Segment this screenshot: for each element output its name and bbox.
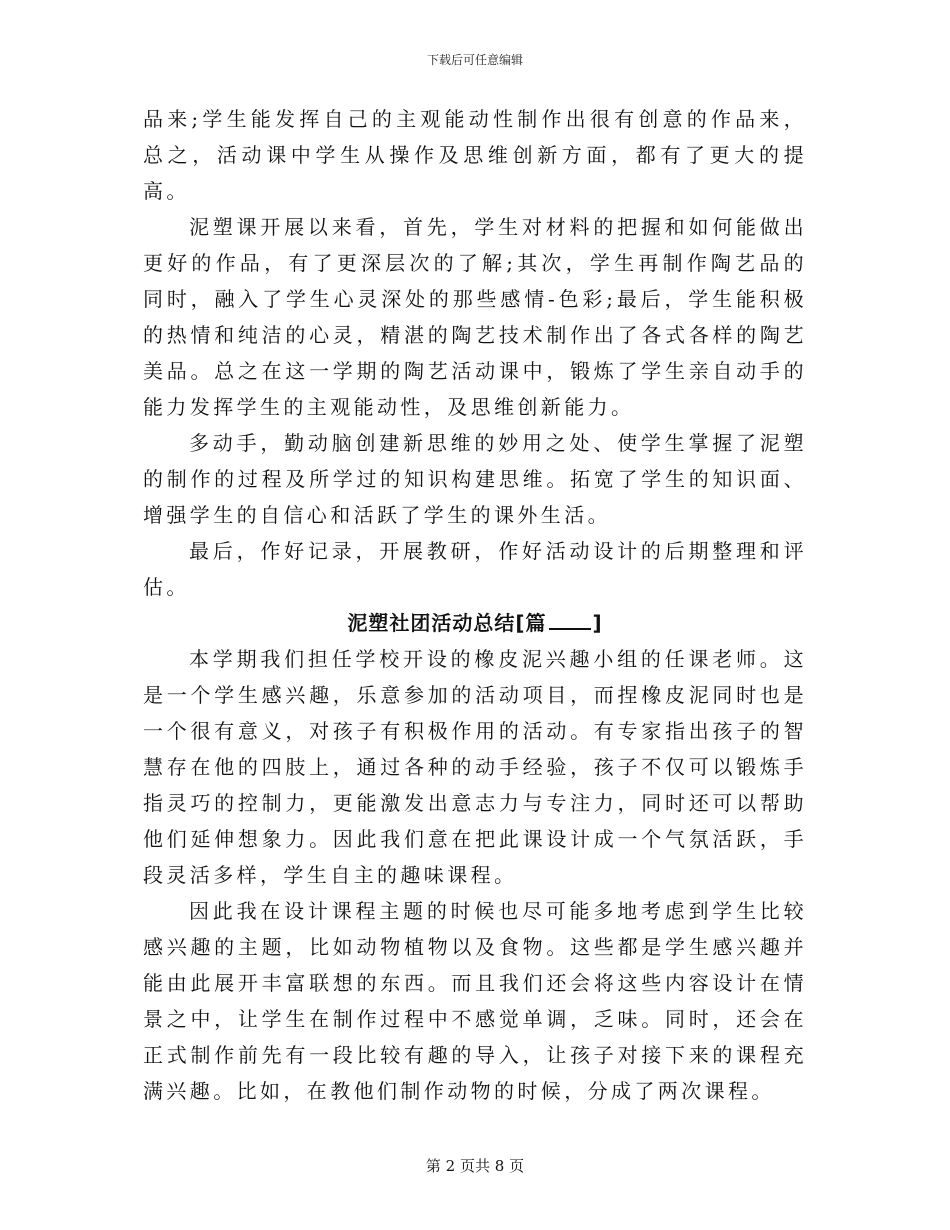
paragraph-hands-on: 多动手，勤动脑创建新思维的妙用之处、使学生掌握了泥塑的制作的过程及所学过的知识构建思维。拓宽了学生的知识面、增强学生的自信心和活跃了学生的课外生活。: [143, 431, 807, 527]
section-title: [143, 605, 807, 641]
paragraph-continued: 品来;学生能发挥自己的主观能动性制作出很有创意的作品来，总之，活动课中学生从操作及思维创新方面，都有了更大的提高。: [143, 107, 807, 203]
paragraph-semester-intro: 本学期我们担任学校开设的橡皮泥兴趣小组的任课老师。这是一个学生感兴趣，乐意参加的活动项目，而捏橡皮泥同时也是一个很有意义，对孩子有积极作用的活动。有专家指出孩子的智慧存在他的四肢上，通过各种的动手经验，孩子不仅可以锻炼手指灵巧的控制力，更能激发出意志力与专注力，同时还可以帮助他们延伸想象力。因此我们意在把此课设计成一个气氛活跃，手段灵活多样，学生自主的趣味课程。: [143, 647, 807, 887]
page-number: 第 2 页共 8 页: [425, 1157, 525, 1175]
section-title-suffix: ]: [592, 611, 603, 635]
paragraph-clay-course: 泥塑课开展以来看，首先，学生对材料的把握和如何能做出更好的作品，有了更深层次的了解;其次，学生再制作陶艺品的同时，融入了学生心灵深处的那些感情-色彩;最后，学生能积极的热情和纯洁的心灵，精湛的陶艺技术制作出了各式各样的陶艺美品。总之在这一学期的陶艺活动课中，锻炼了学生亲自动手的能力发挥学生的主观能动性，及思维创新能力。: [143, 215, 807, 419]
section-title-blank: [549, 610, 591, 630]
section-title-prefix: 泥塑社团活动总结[篇: [347, 611, 547, 635]
paragraph-course-design: 因此我在设计课程主题的时候也尽可能多地考虑到学生比较感兴趣的主题，比如动物植物以及食物。这些都是学生感兴趣并能由此展开丰富联想的东西。而且我们还会将这些内容设计在情景之中，让学生在制作过程中不感觉单调，乏味。同时，还会在正式制作前先有一段比较有趣的导入，让孩子对接下来的课程充满兴趣。比如，在教他们制作动物的时候，分成了两次课程。: [143, 899, 807, 1103]
paragraph-finally: 最后，作好记录，开展教研，作好活动设计的后期整理和评估。: [143, 539, 807, 599]
page-header: 下载后可任意编辑: [426, 53, 523, 67]
document-body: [143, 101, 807, 1109]
